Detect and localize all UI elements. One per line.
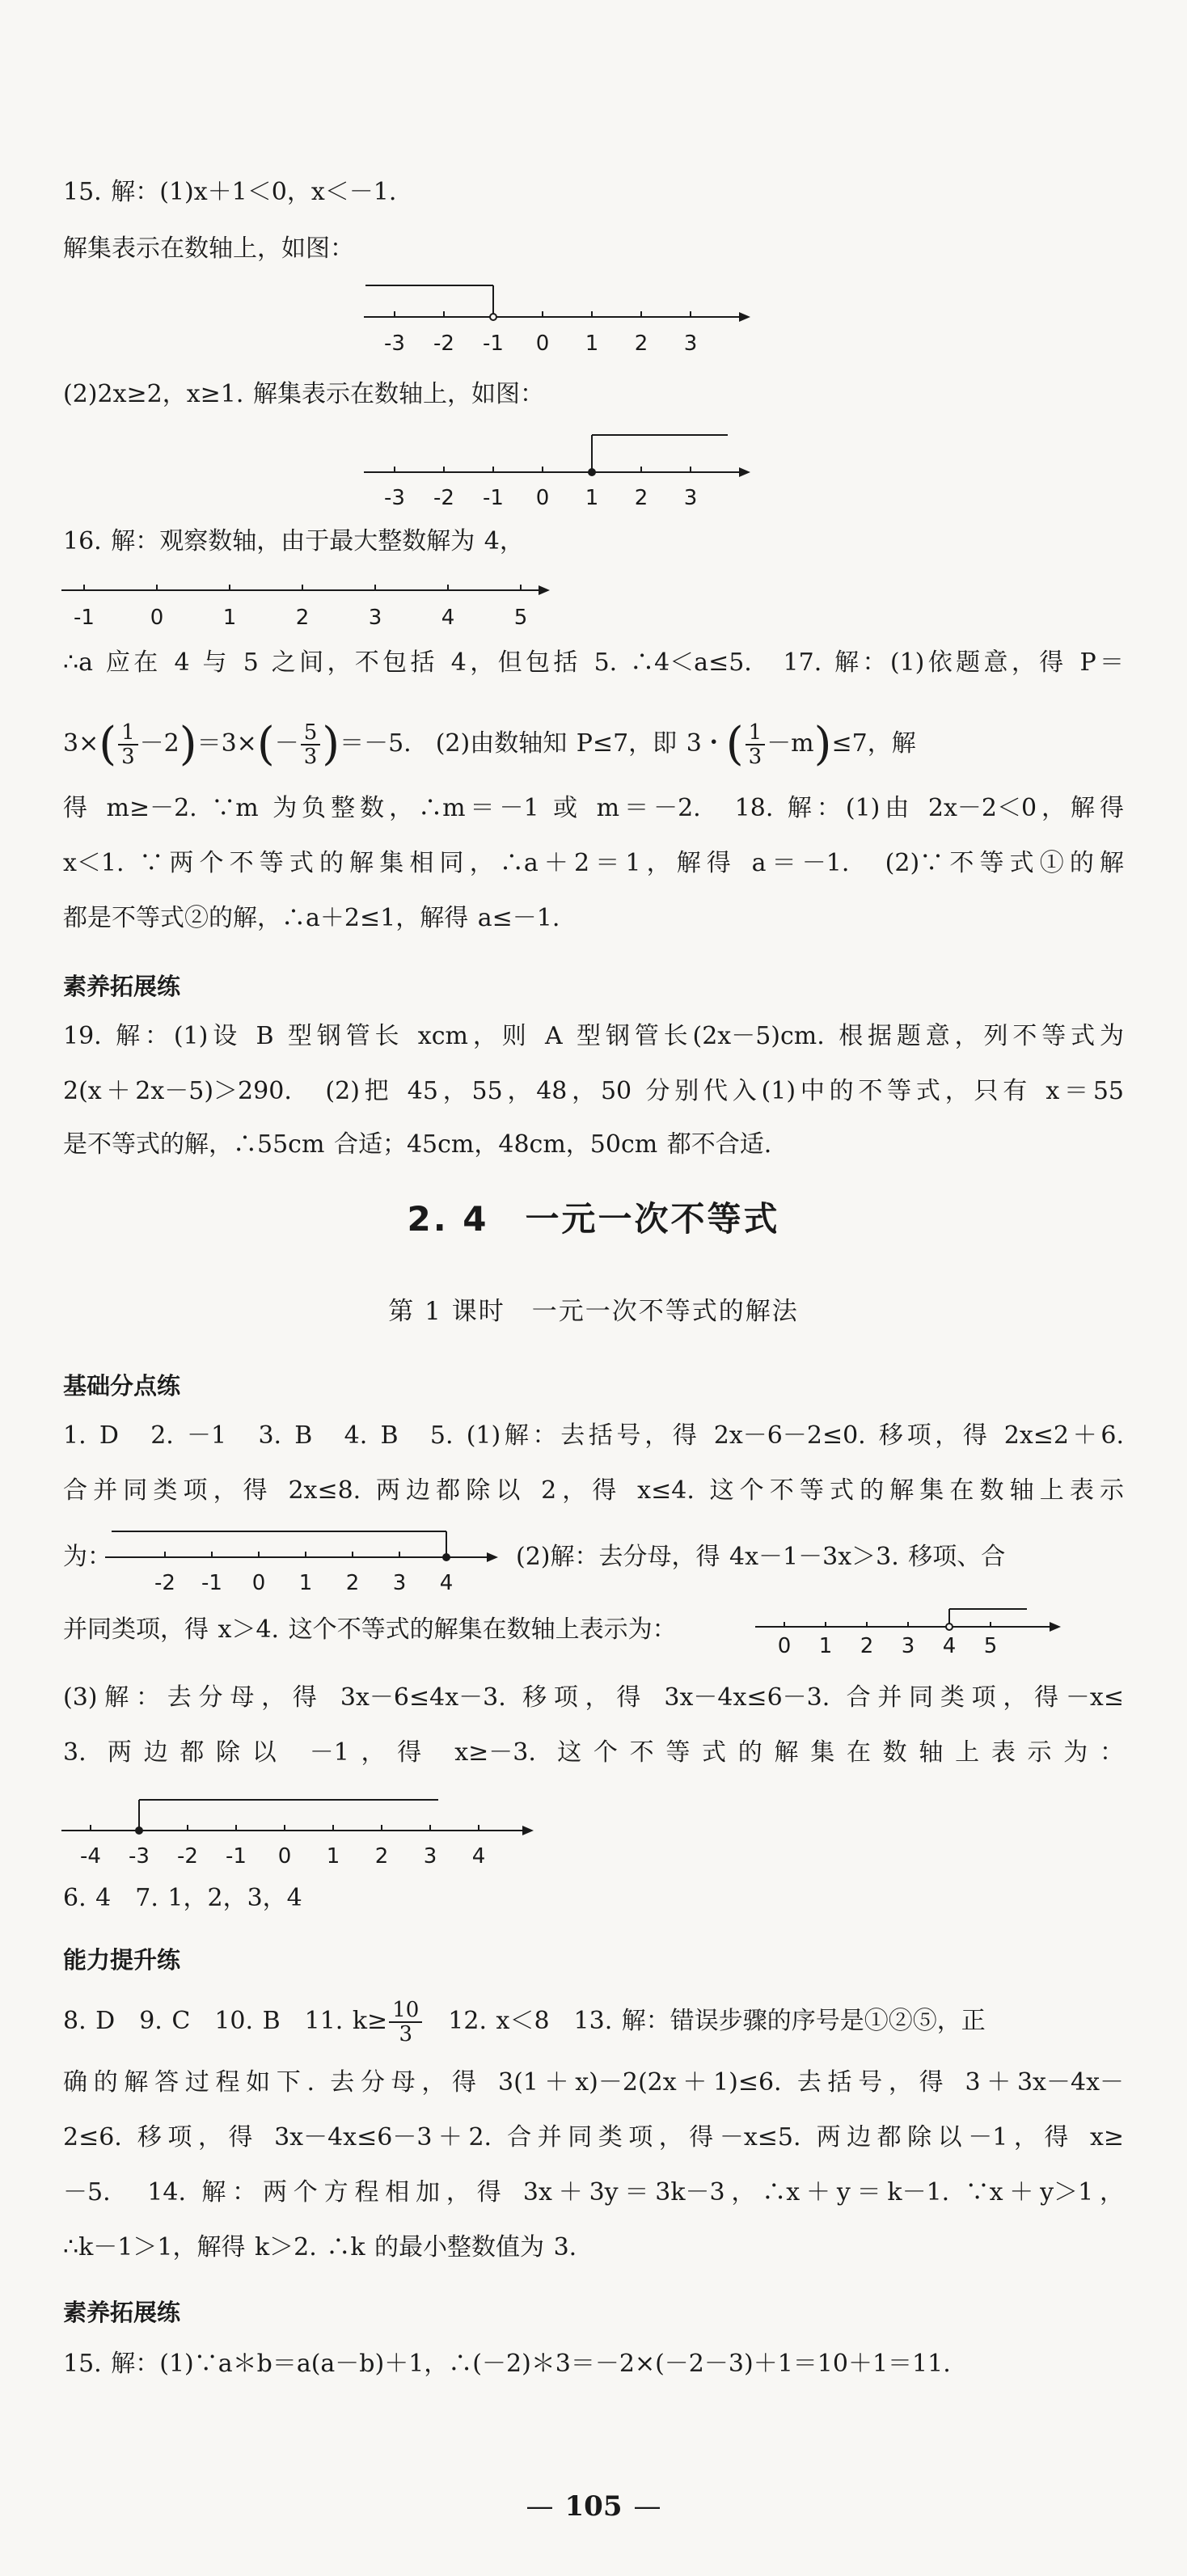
tick-label: 1	[298, 1571, 313, 1595]
tick-label: -1	[226, 1844, 247, 1869]
text-line: 是不等式的解，∴55cm 合适；45cm，48cm，50cm 都不合适.	[63, 1130, 772, 1159]
paren-close: )	[813, 718, 832, 771]
section-title: 2. 4 一元一次不等式	[407, 1199, 780, 1239]
tick-label: -2	[177, 1844, 198, 1869]
text-line: 15. 解：(1)∵a＊b＝a(a－b)＋1，∴(－2)＊3＝－2×(－2－3)＋1＝10＋1＝11.	[63, 2350, 951, 2378]
tick-label: 2	[345, 1571, 360, 1595]
tick-label: -3	[384, 332, 405, 356]
text-seg: (2)解：去分母，得 4x－1－3x＞3. 移项、合	[516, 1543, 1006, 1571]
tick-label: -3	[384, 486, 405, 510]
text-seg: 8. D 9. C 10. B 11. k≥	[63, 2007, 388, 2035]
text-line: ∴k－1＞1，解得 k＞2. ∴k 的最小整数值为 3.	[63, 2233, 577, 2261]
text-seg: 为：	[63, 1543, 112, 1571]
tick-label: 0	[251, 1571, 266, 1595]
tick-label: 0	[777, 1634, 792, 1658]
ticks	[395, 311, 691, 317]
tick-label: 3	[423, 1844, 437, 1869]
page-number: — 105 —	[526, 2490, 661, 2523]
text-line-fractions	[63, 1997, 1124, 2046]
paren-open: (	[99, 718, 117, 771]
text-line: 3. 两边都除以 －1，得 x≥－3. 这个不等式的解集在数轴上表示为：	[63, 1738, 1124, 1767]
tick-label: 5	[513, 606, 528, 630]
text-line: 6. 4 7. 1，2，3，4	[63, 1884, 302, 1912]
open-endpoint	[946, 1624, 953, 1630]
paren-close: )	[179, 718, 197, 771]
number-line-4	[103, 1525, 508, 1598]
tick-label: 1	[585, 332, 599, 356]
paren-open: (	[256, 718, 275, 771]
paren-open: (	[725, 718, 744, 771]
tick-label: 1	[585, 486, 599, 510]
tick-label: 2	[634, 486, 648, 510]
text-line: ∴a 应在 4 与 5 之间，不包括 4，但包括 5. ∴4＜a≤5. 17. 解：(1)依题意，得 P＝	[63, 648, 1124, 677]
tick-label: -1	[201, 1571, 222, 1595]
dash: —	[633, 2490, 661, 2523]
tick-label: 2	[374, 1844, 389, 1869]
tick-label: 3	[683, 486, 698, 510]
section-heading: 素养拓展练	[63, 973, 181, 1000]
tick-label: 4	[471, 1844, 486, 1869]
text-line-fractions	[63, 718, 1124, 771]
tick-label: -1	[74, 606, 95, 630]
open-endpoint	[490, 314, 496, 320]
text-line: 得 m≥－2. ∵m 为负整数，∴m＝－1 或 m＝－2. 18. 解：(1)由 2x－2＜0，解得	[63, 794, 1124, 822]
text-line: 都是不等式②的解，∴a＋2≤1，解得 a≤－1.	[63, 904, 560, 932]
text-line: 解集表示在数轴上，如图：	[63, 234, 354, 263]
text-seg: ＝3×	[196, 729, 257, 758]
tick-label: 0	[535, 486, 550, 510]
dash: —	[526, 2490, 554, 2523]
text-line: 合并同类项，得 2x≤8. 两边都除以 2，得 x≤4. 这个不等式的解集在数轴上表示	[63, 1476, 1124, 1505]
tick-label: 2	[634, 332, 648, 356]
text-seg: ＝－5. (2)由数轴知 P≤7，即 3・	[340, 729, 726, 758]
tick-label: 4	[441, 606, 455, 630]
lesson-title: 第 1 课时 一元一次不等式的解法	[388, 1297, 799, 1326]
text-line: 2≤6. 移项，得 3x－4x≤6－3＋2. 合并同类项，得－x≤5. 两边都除以－1，得 x≥	[63, 2123, 1124, 2152]
tick-label: -2	[154, 1571, 175, 1595]
number-line-5	[752, 1603, 1092, 1661]
tick-label: 4	[942, 1634, 957, 1658]
number-line-3	[58, 571, 560, 636]
text-seg: 3×	[63, 729, 99, 758]
tick-label: -2	[433, 486, 454, 510]
tick-label: -3	[129, 1844, 150, 1869]
closed-endpoint	[588, 468, 596, 476]
text-line: 16. 解：观察数轴，由于最大整数解为 4，	[63, 527, 524, 555]
text-line: 1. D 2. －1 3. B 4. B 5. (1)解：去括号，得 2x－6－2≤0. 移项，得 2x≤2＋6.	[63, 1421, 1124, 1450]
text-line: 并同类项，得 x＞4. 这个不等式的解集在数轴上表示为：	[63, 1615, 677, 1644]
tick-label: 0	[150, 606, 164, 630]
text-line: 2(x＋2x－5)＞290. (2)把 45，55，48，50 分别代入(1)中的不等式，只有 x＝55	[63, 1077, 1124, 1105]
text-line: (2)2x≥2，x≥1. 解集表示在数轴上，如图：	[63, 380, 544, 408]
tick-label: 0	[535, 332, 550, 356]
tick-label: 5	[983, 1634, 998, 1658]
text-seg: 12. x＜8 13. 解：错误步骤的序号是①②⑤，正	[448, 2007, 986, 2035]
tick-label: 4	[439, 1571, 454, 1595]
tick-label: 3	[683, 332, 698, 356]
text-line: x＜1. ∵两个不等式的解集相同，∴a＋2＝1，解得 a＝－1. (2)∵不等式①的解	[63, 849, 1124, 877]
text-line: 确的解答过程如下. 去分母，得 3(1＋x)－2(2x＋1)≤6. 去括号，得 3＋3x－4x－	[63, 2068, 1124, 2097]
text-seg: －2	[139, 729, 180, 758]
section-heading: 素养拓展练	[63, 2299, 181, 2326]
number-line-2	[356, 427, 760, 508]
tick-label: -1	[483, 332, 504, 356]
text-seg: －m	[767, 729, 814, 758]
tick-label: 2	[295, 606, 310, 630]
text-seg: ≤7，解	[831, 729, 916, 758]
text-seg: －	[274, 729, 299, 758]
tick-label: -1	[483, 486, 504, 510]
tick-label: 3	[901, 1634, 915, 1658]
number-line-1	[356, 279, 760, 360]
closed-endpoint	[442, 1553, 450, 1561]
section-heading: 基础分点练	[63, 1372, 181, 1400]
tick-label: 3	[368, 606, 382, 630]
text-line: 19. 解：(1)设 B 型钢管长 xcm，则 A 型钢管长(2x－5)cm. 根据题意，列不等式为	[63, 1022, 1124, 1050]
tick-label: -2	[433, 332, 454, 356]
fraction: $\frac{1}{3}$	[118, 721, 138, 768]
text-line: 15. 解：(1)x＋1＜0，x＜－1.	[63, 178, 397, 206]
fraction: $\frac{10}{3}$	[389, 1999, 422, 2046]
tick-label: 2	[860, 1634, 874, 1658]
text-line: －5. 14. 解：两个方程相加，得 3x＋3y＝3k－3，∴x＋y＝k－1. ∵x＋y＞1，	[63, 2178, 1124, 2206]
tick-label: 1	[222, 606, 237, 630]
tick-label: -4	[80, 1844, 101, 1869]
tick-label: 1	[818, 1634, 833, 1658]
tick-label: 0	[277, 1844, 292, 1869]
section-heading: 能力提升练	[63, 1946, 181, 1974]
closed-endpoint	[135, 1826, 143, 1835]
fraction: $\frac{5}{3}$	[301, 721, 321, 768]
tick-label: 3	[392, 1571, 407, 1595]
tick-label: 1	[326, 1844, 340, 1869]
fraction: $\frac{1}{3}$	[746, 721, 766, 768]
paren-close: )	[322, 718, 340, 771]
number-line-6	[58, 1792, 543, 1869]
text-line: (3)解：去分母，得 3x－6≤4x－3. 移项，得 3x－4x≤6－3. 合并同类项，得－x≤	[63, 1683, 1124, 1712]
